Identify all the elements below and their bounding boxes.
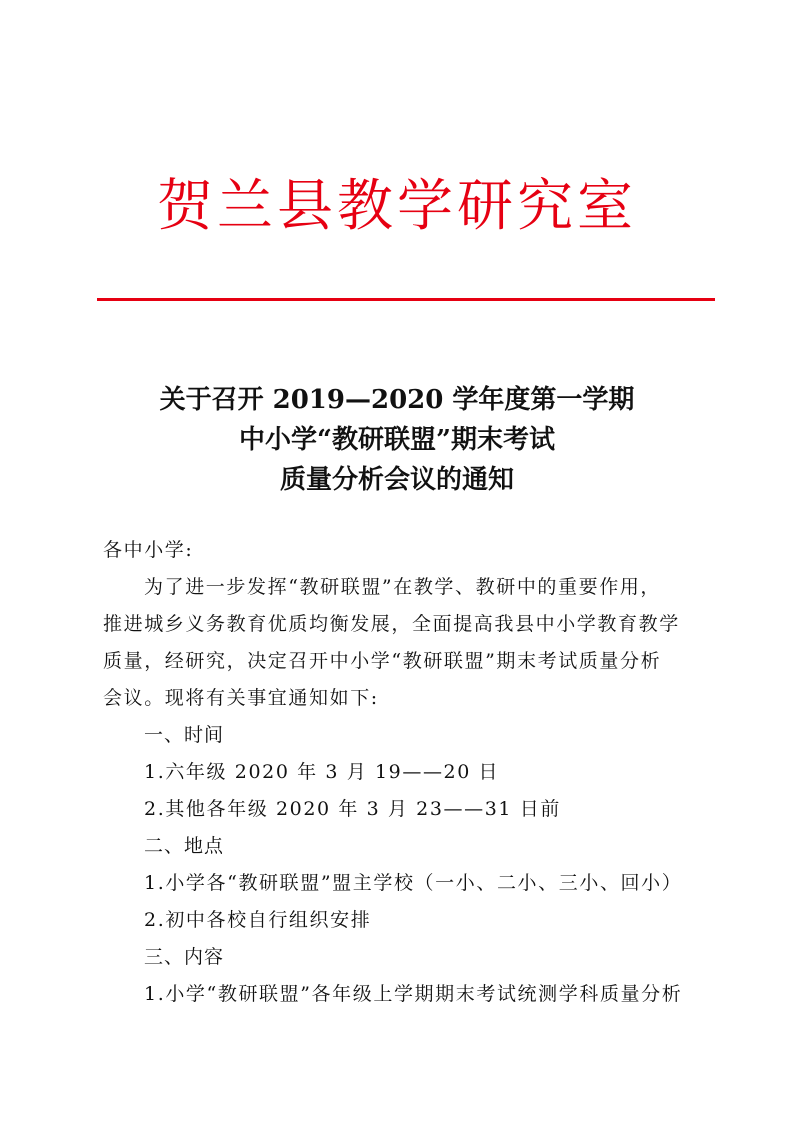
section-heading-time: 一、时间 — [144, 724, 225, 746]
list-item: 2.初中各校自行组织安排 — [144, 909, 372, 931]
red-header-rule — [97, 298, 715, 301]
title-line-1: 关于召开 2019—2020 学年度第一学期 — [159, 385, 635, 415]
intro-line-3: 质量，经研究，决定召开中小学“教研联盟”期末考试质量分析 — [103, 650, 662, 672]
list-item: 2.其他各年级 2020 年 3 月 23——31 日前 — [144, 798, 561, 820]
title-line-2: 中小学“教研联盟”期末考试 — [239, 425, 555, 455]
title-line-3: 质量分析会议的通知 — [279, 465, 514, 495]
section-heading-content: 三、内容 — [144, 946, 225, 968]
org-header-title: 贺兰县教学研究室 — [157, 174, 637, 239]
notice-body — [103, 532, 698, 1013]
intro-line-1: 为了进一步发挥“教研联盟”在教学、教研中的重要作用， — [144, 576, 662, 598]
salutation: 各中小学: — [103, 539, 194, 561]
intro-line-2: 推进城乡义务教育优质均衡发展，全面提高我县中小学教育教学 — [103, 613, 680, 635]
intro-line-4: 会议。现将有关事宜通知如下: — [103, 687, 379, 709]
section-heading-location: 二、地点 — [144, 835, 225, 857]
list-item: 1.小学“教研联盟”各年级上学期期末考试统测学科质量分析 — [144, 983, 683, 1005]
list-item: 1.小学各“教研联盟”盟主学校（一小、二小、三小、回小） — [144, 872, 683, 894]
document-title — [0, 380, 794, 500]
list-item: 1.六年级 2020 年 3 月 19——20 日 — [144, 761, 500, 783]
